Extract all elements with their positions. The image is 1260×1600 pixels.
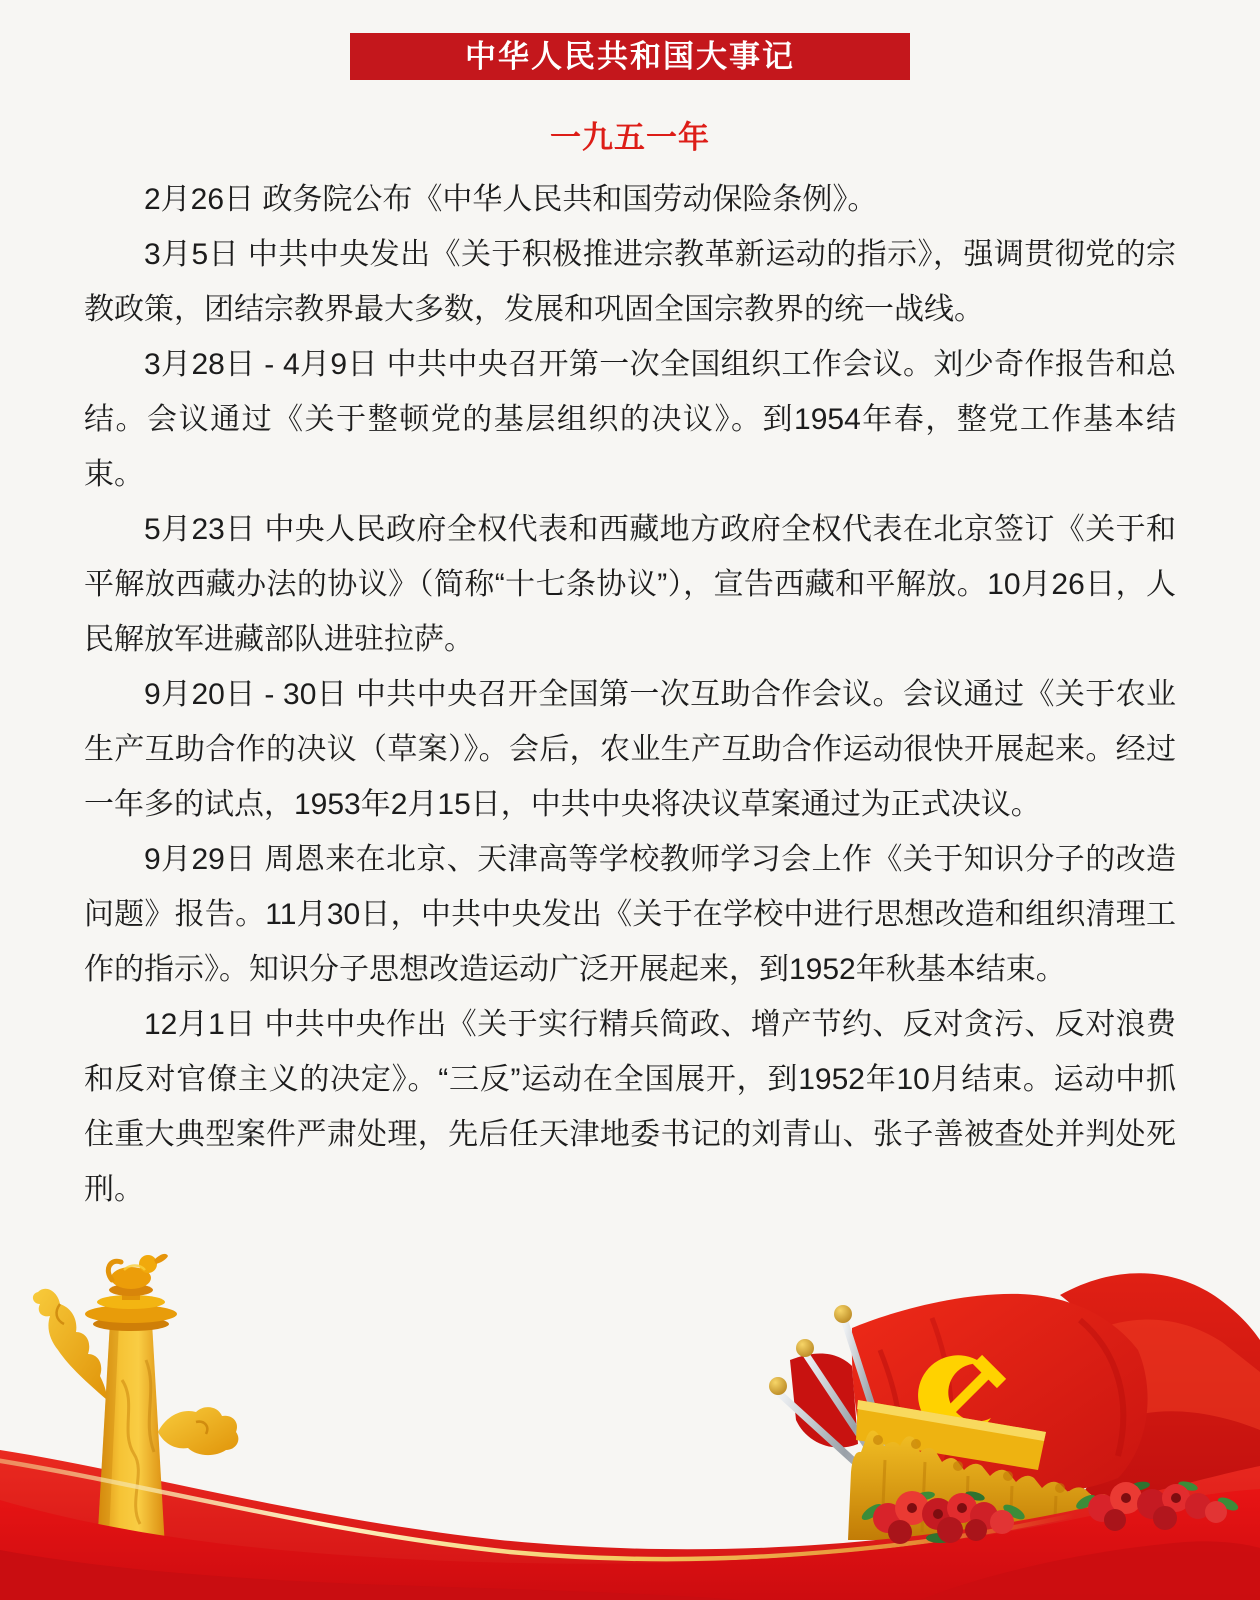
event-paragraph: 5月23日 中央人民政府全权代表和西藏地方政府全权代表在北京签订《关于和平解放西藏办法的协议》（简称“十七条协议”），宣告西藏和平解放。10月26日，人民解放军进藏部队进驻拉萨。 xyxy=(84,513,1176,656)
event-paragraph: 12月1日 中共中央作出《关于实行精兵简政、增产节约、反对贪污、反对浪费和反对官僚主义的决定》。“三反”运动在全国展开，到1952年10月结束。运动中抓住重大典型案件严肃处理，先后任天津地委书记的刘青山、张子善被查处并判处死刑。 xyxy=(84,1008,1176,1206)
huabiao-beast-icon xyxy=(108,1254,168,1289)
year-heading: 一九五一年 xyxy=(550,120,710,155)
event-paragraph: 3月5日 中共中央发出《关于积极推进宗教革新运动的指示》，强调贯彻党的宗教政策，团结宗教界最大多数，发展和巩固全国宗教界的统一战线。 xyxy=(84,238,1176,326)
bottom-decoration-graphic xyxy=(0,1200,1260,1600)
chronicle-text xyxy=(84,172,1176,1217)
event-paragraph: 9月20日 - 30日 中共中央召开全国第一次互助合作会议。会议通过《关于农业生产互助合作的决议（草案）》。会后，农业生产互助合作运动很快开展起来。经过一年多的试点，1953年2月15日，中共中央将决议草案通过为正式决议。 xyxy=(84,678,1176,821)
event-paragraph: 3月28日 - 4月9日 中共中央召开第一次全国组织工作会议。刘少奇作报告和总结。会议通过《关于整顿党的基层组织的决议》。到1954年春，整党工作基本结束。 xyxy=(84,348,1176,491)
event-paragraph: 2月26日 政务院公布《中华人民共和国劳动保险条例》。 xyxy=(144,183,878,216)
page-title-banner: 中华人民共和国大事记 xyxy=(350,33,910,80)
event-paragraph: 9月29日 周恩来在北京、天津高等学校教师学习会上作《关于知识分子的改造问题》报告。11月30日，中共中央发出《关于在学校中进行思想改造和组织清理工作的指示》。知识分子思想改造运动广泛开展起来，到1952年秋基本结束。 xyxy=(84,843,1176,986)
